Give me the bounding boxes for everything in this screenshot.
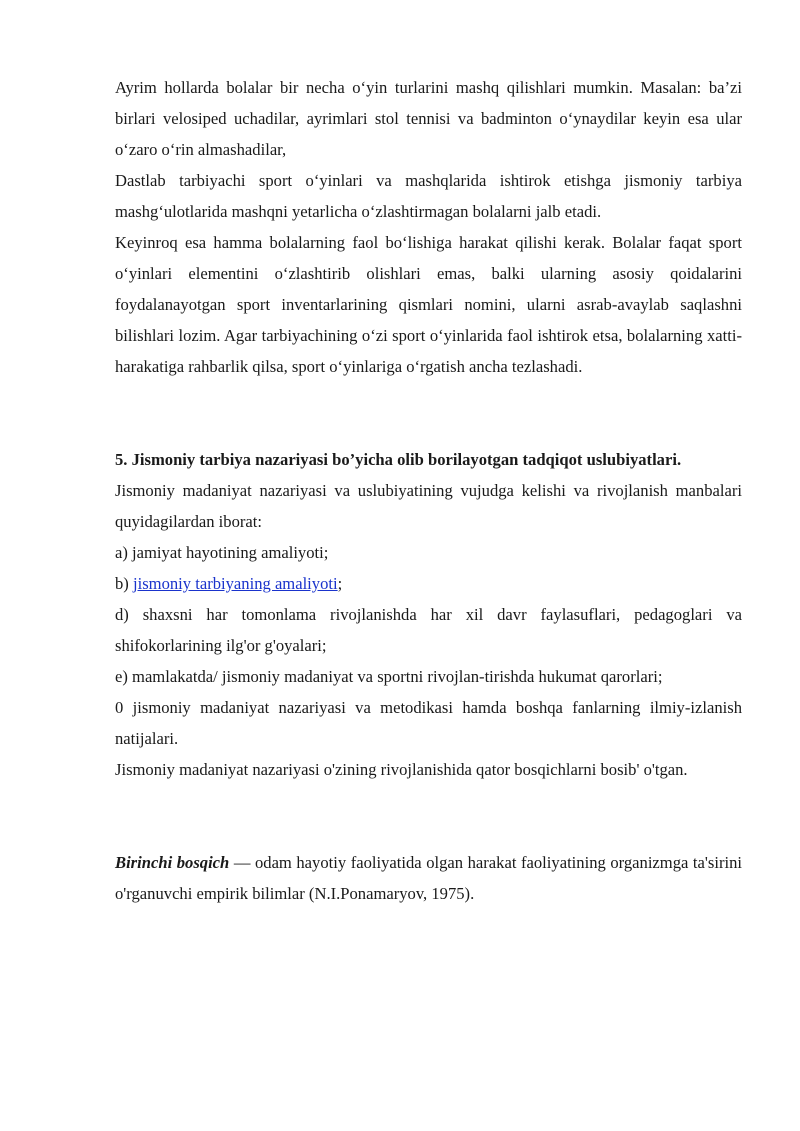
list-item-b <box>115 568 742 599</box>
practice-link[interactable]: jismoniy tarbiyaning amaliyoti <box>132 574 338 593</box>
final-paragraph <box>115 847 742 909</box>
list-item-b-suffix: ; <box>337 574 343 593</box>
stage-term: Birinchi bosqich <box>115 853 230 872</box>
paragraph-3: Keyinroq esa hamma bolalarning faol bo‘lishiga harakat qilishi kerak. Bolalar faqat sport o‘yinlari elementini o‘zlashtirib olishlari emas, balki ularning asosiy qoidalarini foydalanayotgan sport inventarlarining qismlari nomini, ularni asrab-avaylab saqlashni bilishlari lozim. Agar tarbiyachining o‘zi sport o‘yinlarida faol ishtirok etsa, bolalarning xatti-harakatiga rahbarlik qilsa, sport o‘yinlariga o‘rgatish ancha tezlashadi. <box>115 233 742 376</box>
section-intro: Jismoniy madaniyat nazariyasi va uslubiyatining vujudga kelishi va rivojlanish manbalari quyidagilardan iborat: <box>115 481 742 531</box>
section-closing: Jismoniy madaniyat nazariyasi o'zining rivojlanishida qator bosqichlarni bosib' o'tgan. <box>115 760 688 779</box>
paragraph-1: Ayrim hollarda bolalar bir necha o‘yin turlarini mashq qilishlari mumkin. Masalan: ba’zi birlari velosiped uchadilar, ayrimlari stol tennisi va badminton o‘ynaydilar keyin esa ular o‘zaro o‘rin almashadilar, <box>115 78 742 159</box>
document-page <box>115 72 742 909</box>
list-item-a: a) jamiyat hayotining amaliyoti; <box>115 543 329 562</box>
list-item-f: 0 jismoniy madaniyat nazariyasi va metodikasi hamda boshqa fanlarning ilmiy-izlanish natijalari. <box>115 698 742 748</box>
list-item-e: e) mamlakatda/ jismoniy madaniyat va sportni rivojlan-tirishda hukumat qarorlari; <box>115 667 663 686</box>
list-item-d: d) shaxsni har tomonlama rivojlanishda har xil davr faylasuflari, pedagoglari va shifokorlarining ilg'or g'oyalari; <box>115 605 742 655</box>
section-heading: 5. Jismoniy tarbiya nazariyasi bo’yicha olib borilayotgan tadqiqot uslubiyatlari. <box>115 450 682 469</box>
spacer <box>115 382 742 444</box>
stage-description: — odam hayotiy faoliyatida olgan harakat faoliyatining organizmga ta'sirini o'rganuvchi empirik bilimlar (N.I.Ponamaryov, 1975). <box>115 853 742 903</box>
spacer <box>115 785 742 847</box>
paragraph-2: Dastlab tarbiyachi sport o‘yinlari va mashqlarida ishtirok etishga jismoniy tarbiya mashg‘ulotlarida mashqni yetarlicha o‘zlashtirmagan bolalarni jalb etadi. <box>115 171 742 221</box>
list-item-b-prefix: b) <box>115 574 133 593</box>
